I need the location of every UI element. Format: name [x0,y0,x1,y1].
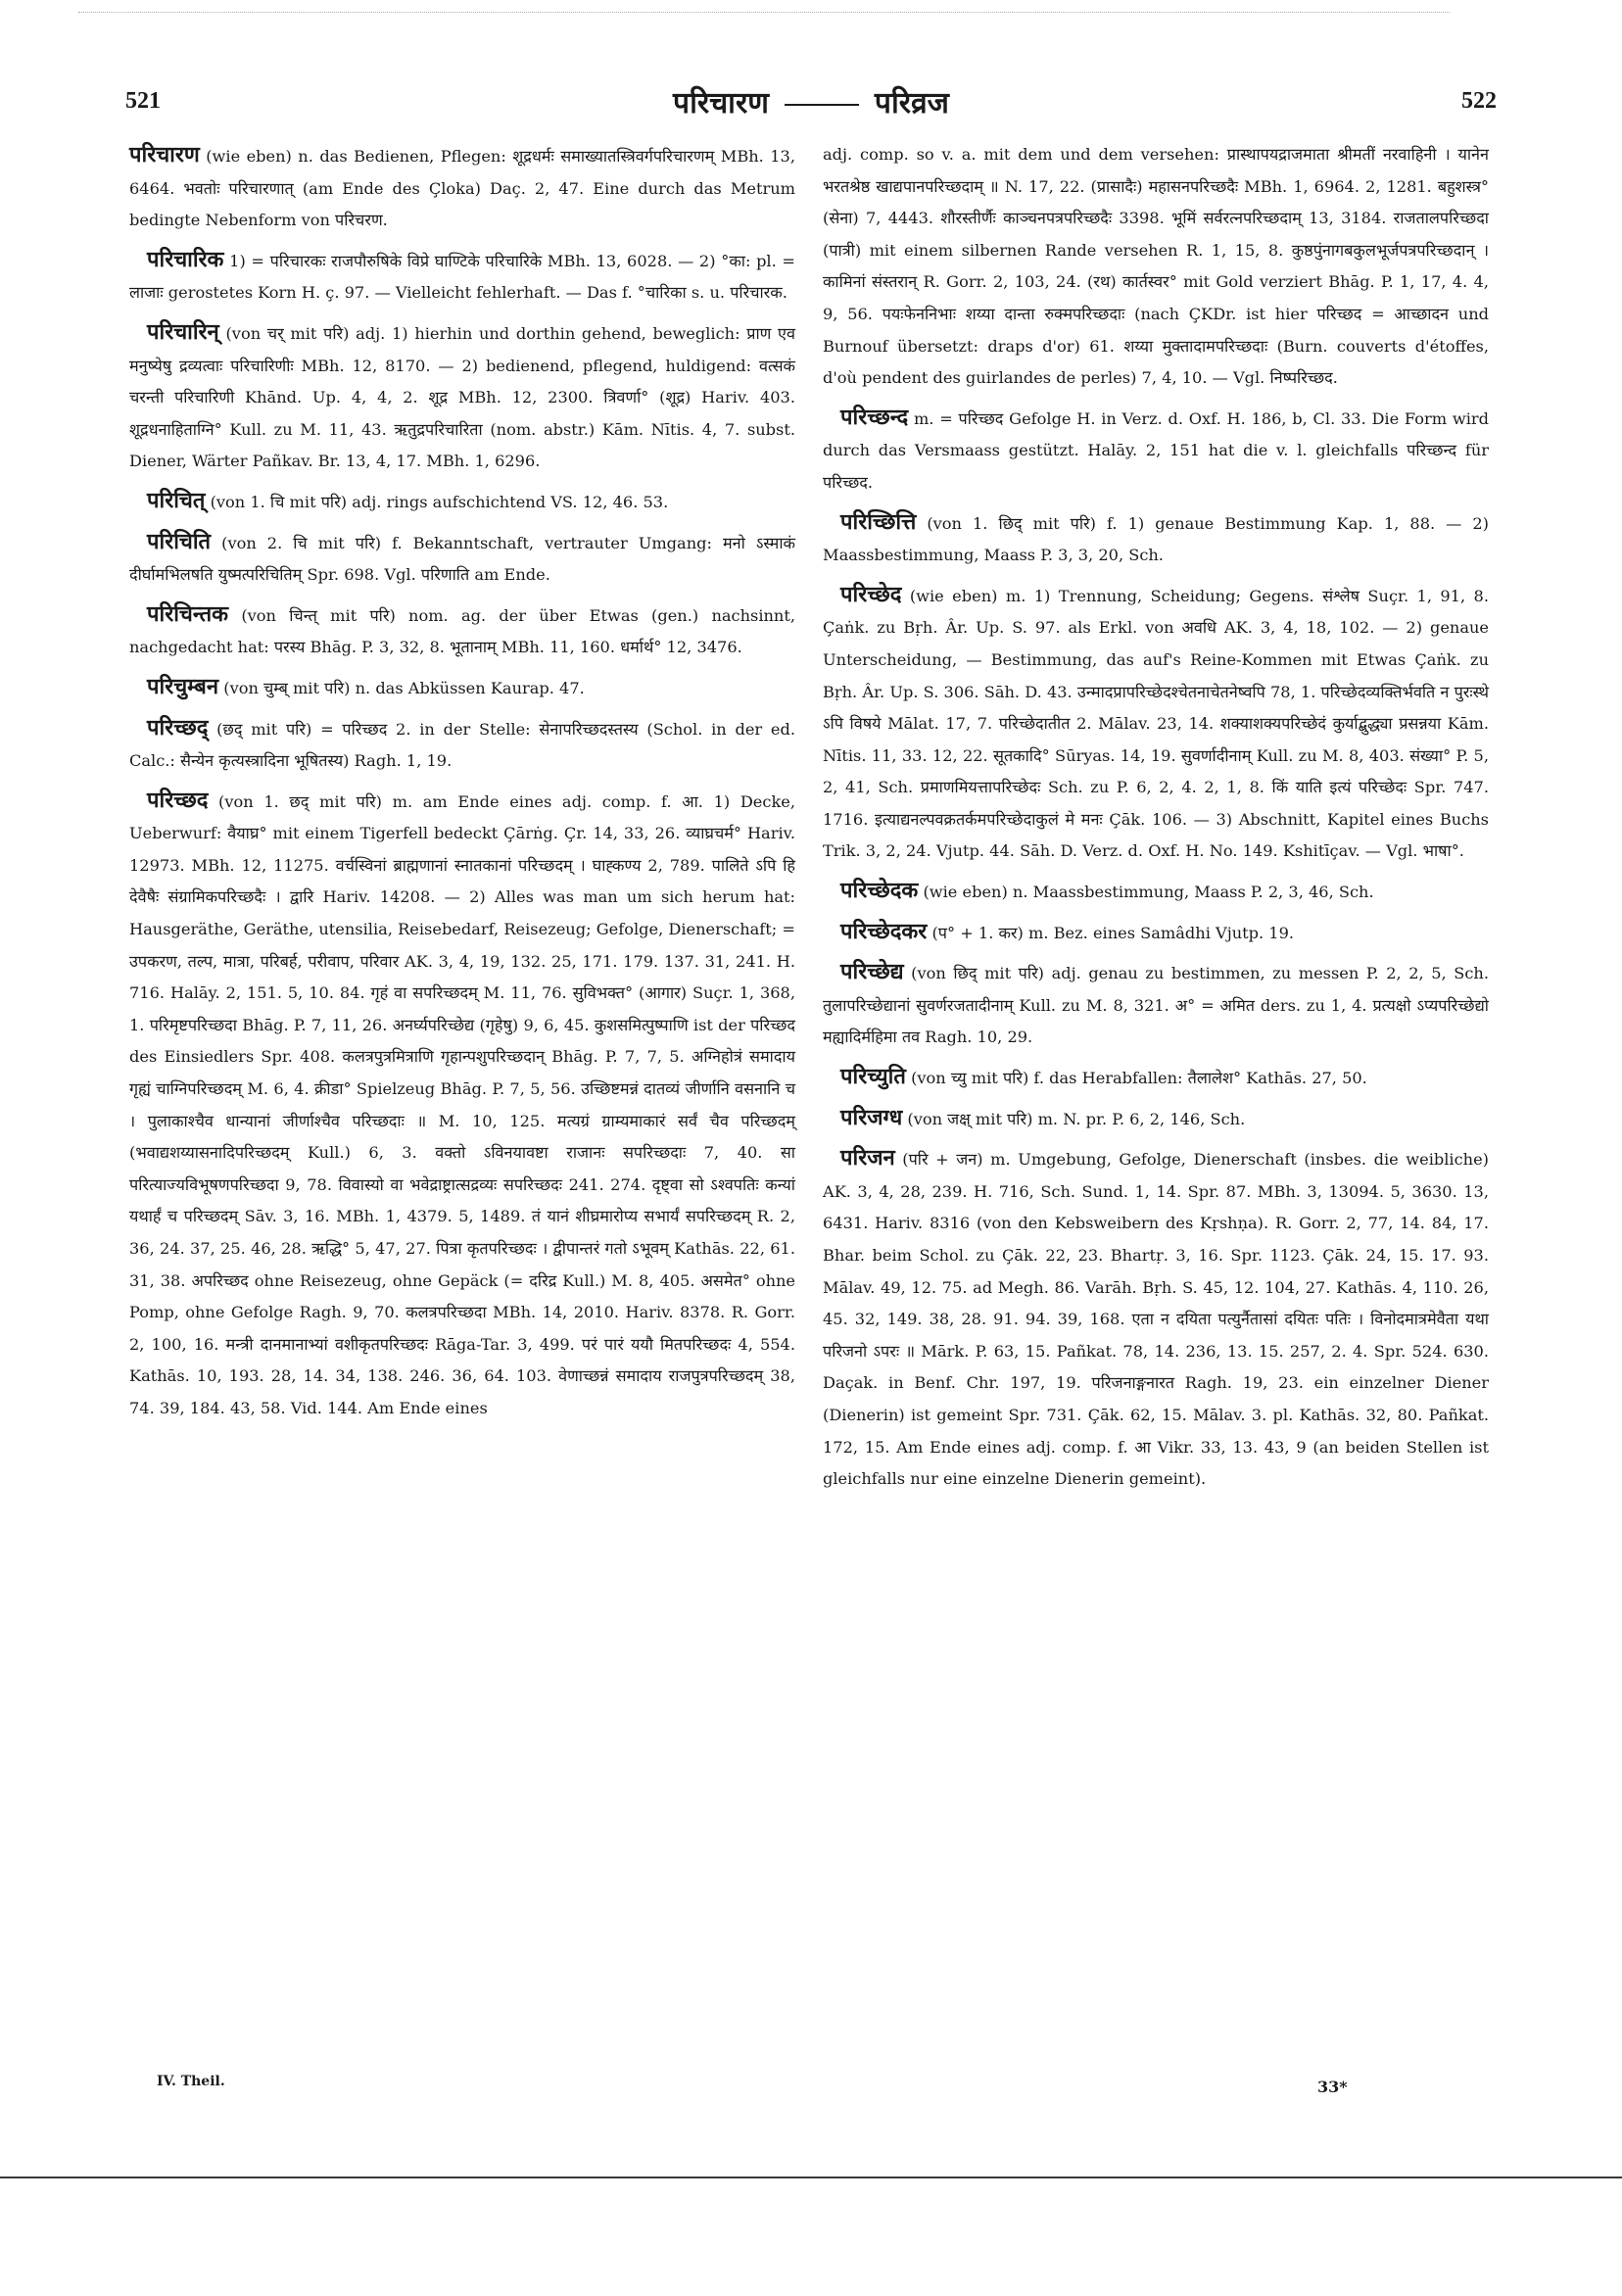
dictionary-entry [823,956,1489,1054]
entry-body: (von 1. छद् mit परि) m. am Ende eines adj. comp. f. आ. 1) Decke, Ueberwurf: वैयाघ्र° mit einem Tigerfell bedeckt Çārṅg. Çr. 14, 33, 26. व्याघ्रचर्म° Hariv. 12973. MBh. 12, 11275. वर्चस्विनां ब्राह्मणानां स्नातकानां परिच्छदम् । घाह्कण्य 2, 789. पालिते ऽपि हि देवैषैः संग्रामिकपरिच्छदैः । द्वारि Hariv. 14208. — 2) Alles was man um sich herum hat: Hausgeräthe, Geräthe, utensilia, Reisebedarf, Reisezeug; Gefolge, Dienerschaft; = उपकरण, तल्प, मात्रा, परिबर्ह, परीवाप, परिवार AK. 3, 4, 19, 132. 25, 171. 179. 137. 31, 241. H. 716. Halāy. 2, 151. 5, 10. 84. गृहं वा सपरिच्छदम् M. 11, 76. सुविभक्त° (आगार) Suçr. 1, 368, 1. परिमृष्टपरिच्छदा Bhāg. P. 7, 11, 26. अनर्घ्यपरिच्छेद्य (गृहेषु) 9, 6, 45. कुशसमित्पुष्पाणि ist der परिच्छद des Einsiedlers Spr. 408. कलत्रपुत्रमित्राणि गृहान्पशुपरिच्छदान् Bhāg. P. 7, 7, 5. अग्निहोत्रं समादाय गृह्यं चाग्निपरिच्छदम् M. 6, 4. क्रीडा° Spielzeug Bhāg. P. 7, 5, 56. उच्छिष्टमन्नं दातव्यं जीर्णानि वसनानि च । पुलाकाश्चैव धान्यानां जीर्णाश्चैव परिच्छदाः ॥ M. 10, 125. मत्यग्रं ग्राम्यमाकारं सर्वं चैव परिच्छदम् (भवाद्यशय्यासनादिपरिच्छदम् Kull.) 6, 3. वक्तो ऽविनयावष्टा राजानः सपरिच्छदाः 7, 40. सा परित्याज्यविभूषणपरिच्छदा 9, 78. विवास्यो वा भवेद्राष्ट्रात्सद्रव्यः सपरिच्छदः 241. 274. दृष्ट्वा सो ऽश्वपतिः कन्यां यथार्हं च परिच्छदम् Sāv. 3, 16. MBh. 1, 4379. 5, 1489. तं यानं शीघ्रमारोप्य सभार्यं सपरिच्छदम् R. 2, 36, 24. 37, 25. 46, 28. ऋद्धि° 5, 47, 27. पित्रा कृतपरिच्छदः । द्वीपान्तरं गतो ऽभूवम् Kathās. 22, 61. 31, 38. अपरिच्छद ohne Reisezeug, ohne Gepäck (= दरिद्र Kull.) M. 8, 405. असमेत° ohne Pomp, ohne Gefolge Ragh. 9, 70. कलत्रपरिच्छदा MBh. 14, 2010. Hariv. 8378. R. Gorr. 2, 100, 16. मन्त्री दानमानाभ्यां वशीकृतपरिच्छदः Rāga-Tar. 3, 499. परं पारं ययौ मितपरिच्छदः 4, 554. Kathās. 10, 193. 28, 14. 34, 138. 246. 36, 64. 103. वेणाच्छन्नं समादाय राजपुत्रपरिच्छदम् 38, 74. 39, 184. 43, 58. Vid. 144. Am Ende eines [129,791,795,1417]
entry-body: (von च्यु mit परि) f. das Herabfallen: तैलालेश° Kathās. 27, 50. [911,1069,1367,1088]
dictionary-entry [823,1142,1489,1496]
entry-headword: परिच्छेद [840,581,902,607]
page-header [125,76,1497,125]
entry-body: (छद् mit परि) = परिच्छद 2. in der Stelle: सेनापरिच्छदस्तस्य (Schol. in der ed. Calc.: सैन्येन कृत्यस्त्रादिना भूषितस्य) Ragh. 1, 19. [129,719,795,771]
entry-headword: परिजन [840,1145,895,1172]
entry-body: adj. comp. so v. a. mit dem und dem versehen: प्रास्थापयद्राजमाता श्रीमतीं नरवाहिनी । यानेन भरतश्रेष्ठ खाद्यपानपरिच्छदाम् ॥ N. 17, 22. (प्रासादैः) महासनपरिच्छदैः MBh. 1, 6964. 2, 1281. बहुशस्त्र° (सेना) 7, 4443. शौरस्तीर्णैः काञ्चनपत्रपरिच्छदैः 3398. भूमिं सर्वरत्नपरिच्छदाम् 13, 3184. राजतालपरिच्छदा (पात्री) mit einem silbernen Rande versehen R. 1, 15, 8. कुष्ठपुंनागबकुलभूर्जपत्रपरिच्छदान् । कामिनां संस्तरान् R. Gorr. 2, 103, 24. (रथ) कार्तस्वर° mit Gold verziert Bhāg. P. 1, 17, 4. 4, 9, 56. पयःफेननिभाः शय्या दान्ता रुक्मपरिच्छदाः (nach ÇKDr. ist hier परिच्छद = आच्छादन und Burnouf übersetzt: draps d'or) 61. शय्या मुक्तादामपरिच्छदाः (Burn. couverts d'étoffes, d'où pendent des guirlandes de perles) 7, 4, 10. — Vgl. निष्परिच्छद. [823,145,1489,388]
entry-headword: परिचारिक [147,246,224,272]
right-column [823,139,1489,1503]
dictionary-entry [823,139,1489,395]
entry-headword: परिचारण [129,142,200,167]
entry-body: (von 1. छिद् mit परि) f. 1) genaue Bestimmung Kap. 1, 88. — 2) Maassbestimmung, Maass P. 3, 3, 20, Sch. [823,513,1489,565]
entry-headword: परिचिति [147,528,212,554]
entry-headword: परिच्छद् [147,714,209,741]
entry-body: (von चर् mit परि) adj. 1) hierhin und dorthin gehend, beweglich: प्राण एव मनुष्येषु द्रव्यत्वाः परिचारिणीः MBh. 12, 8170. — 2) bedienend, pflegend, huldigend: वत्सकं चरन्ती परिचारिणी Khānd. Up. 4, 4, 2. शूद्र MBh. 12, 2300. त्रिवर्णा° (शूद्र) Hariv. 403. शूद्रधनाहिताग्नि° Kull. zu M. 11, 43. ऋतुद्रपरिचारिता (nom. abstr.) Kām. Nītis. 4, 7. subst. Diener, Wärter Pañkav. Br. 13, 4, 17. MBh. 1, 6296. [129,323,795,471]
entry-body: m. = परिच्छद Gefolge H. in Verz. d. Oxf. H. 186, b, Cl. 33. Die Form wird durch das Versmaass gestützt. Halāy. 2, 151 hat die v. l. gleichfalls परिच्छन्द für परिच्छद. [823,408,1489,492]
entry-body: (wie eben) n. Maassbestimmung, Maass P. 2, 3, 46, Sch. [923,883,1374,902]
title-dash [785,104,859,106]
dictionary-entry [129,712,795,778]
entry-body: (von छिद् mit परि) adj. genau zu bestimmen, zu messen P. 2, 2, 5, Sch. तुलापरिच्छेद्यानां सुवर्णरजतादीनाम् Kull. zu M. 8, 321. अ° = अमित ders. zu 1, 4. प्रत्यक्षो ऽप्यपरिच्छेद्यो मह्यादिर्महिमा तव Ragh. 10, 29. [823,964,1489,1047]
signature-mark: IV. Theil. [157,2074,225,2089]
entry-headword: परिच्छेदकर [840,918,928,944]
entry-body: (von 1. चि mit परि) adj. rings aufschichtend VS. 12, 46. 53. [210,492,669,511]
dictionary-entry [823,875,1489,909]
entry-headword: परिच्छेदक [840,878,919,904]
entry-body: (von जक्ष् mit परि) m. N. pr. P. 6, 2, 146, Sch. [907,1109,1246,1128]
dictionary-entry [823,579,1489,868]
dictionary-entry [129,244,795,310]
left-column [129,139,795,1432]
dictionary-entry [129,598,795,664]
bottom-rule [0,2176,1622,2178]
entry-headword: परिचिन्तक [147,600,229,627]
page-number-left: 521 [125,87,161,114]
entry-headword: परिच्छित्ति [840,508,917,535]
dictionary-entry [823,506,1489,572]
entry-body: (wie eben) n. das Bedienen, Pflegen: शूद्रधर्मः समाख्यातस्त्रिवर्गपरिचारणम् MBh. 13, 6464. भवतोः परिचारणात् (am Ende des Çloka) Daç. 2, 47. Eine durch das Metrum bedingte Nebenform von परिचरण. [129,147,795,230]
sheet-number: 33* [1317,2078,1348,2096]
entry-headword: परिच्छन्द [840,404,909,430]
dictionary-entry [823,402,1489,500]
running-title-last-word: परिव्रज [874,85,949,120]
entry-body: (von चुम्ब् mit परि) n. das Abküssen Kaurap. 47. [223,678,585,697]
dictionary-entry [823,1102,1489,1136]
entry-headword: परिजग्ध [840,1104,903,1130]
entry-body: (परि + जन) m. Umgebung, Gefolge, Dienerschaft (insbes. die weibliche) AK. 3, 4, 28, 239. H. 716, Sch. Sund. 1, 14. Spr. 87. MBh. 3, 13094. 5, 3630. 13, 6431. Hariv. 8316 (von den Kebsweibern des Kṛshṇa). R. Gorr. 2, 77, 14. 84, 17. Bhar. beim Schol. zu Çāk. 22, 23. Bhartṛ. 3, 16. Spr. 1123. Çāk. 24, 15. 17. 93. Mālav. 49, 12. 75. ad Megh. 86. Varāh. Bṛh. S. 45, 12. 104, 27. Kathās. 4, 110. 26, 45. 32, 149. 38, 28. 91. 94. 39, 168. एता न दयिता पत्युर्नैतासां दयितः पतिः । विनोदमात्रमेवैता यथा परिजनो ऽपरः ॥ Mārk. P. 63, 15. Pañkat. 78, 14. 236, 13. 15. 257, 2. 4. Spr. 524. 630. Daçak. in Benf. Chr. 197, 19. परिजनाङ्गनारत Ragh. 19, 23. ein einzelner Diener (Dienerin) ist gemeint Spr. 731. Çāk. 62, 15. Mālav. 3. pl. Kathās. 32, 80. Pañkat. 172, 15. Am Ende eines adj. comp. f. आ Vikr. 33, 13. 43, 9 (an beiden Stellen ist gleichfalls nur eine einzelne Dienerin gemeint). [823,1150,1489,1489]
dictionary-entry [823,1061,1489,1095]
entry-body: (प° + 1. कर) m. Bez. eines Samâdhi Vjutp. 19. [931,923,1295,942]
page-number-right: 522 [1461,87,1497,114]
dictionary-entry [129,785,795,1425]
dictionary-entry [129,526,795,592]
entry-headword: परिचारिन् [147,318,219,345]
entry-body: (von चिन्त् mit परि) nom. ag. der über Etwas (gen.) nachsinnt, nachgedacht hat: परस्य Bhāg. P. 3, 32, 8. भूतानाम् MBh. 11, 160. धर्मार्थ° 12, 3476. [129,605,795,657]
entry-headword: परिच्छद [147,787,209,813]
entry-body: (wie eben) m. 1) Trennung, Scheidung; Gegens. संश्लेष Suçr. 1, 91, 8. Çaṅk. zu Bṛh. Âr. Up. S. 97. als Erkl. von अवधि AK. 3, 4, 18, 102. — 2) genaue Unterscheidung, — Bestimmung, das auf's Reine-Kommen mit Etwas Çaṅk. zu Bṛh. Âr. Up. S. 306. Sāh. D. 43. उन्मादप्रापरिच्छेदश्चेतनाचेतनेष्वपि 78, 1. परिच्छेदव्यक्तिर्भवति न पुरःस्थे ऽपि विषये Mālat. 17, 7. परिच्छेदातीत 2. Mālav. 23, 14. शक्याशक्यपरिच्छेदं कुर्याद्बुद्ध्या प्रसन्नया Kām. Nītis. 11, 33. 12, 22. सूतकादि° Sūryas. 14, 19. सुवर्णादीनाम् Kull. zu M. 8, 403. संख्या° P. 5, 2, 41, Sch. प्रमाणमियत्तापरिच्छेदः Sch. zu P. 6, 2, 4. 2, 1, 8. किं याति इत्यं परिच्छेदः Spr. 747. 1716. इत्याद्यनल्पवक्रतर्कमपरिच्छेदाकुलं मे मनः Çāk. 106. — 3) Abschnitt, Kapitel eines Buchs Trik. 3, 2, 24. Vjutp. 44. Sāh. D. Verz. d. Oxf. H. No. 149. Kshitīçav. — Vgl. भाषा°. [823,586,1489,861]
dictionary-entry [129,671,795,705]
entry-headword: परिच्छेद्य [840,959,904,985]
dictionary-entry [129,139,795,237]
entry-headword: परिचित् [147,487,206,513]
dictionary-entry [823,916,1489,950]
running-title [673,81,949,121]
running-title-first-word: परिचारण [673,85,769,120]
entry-headword: परिच्युति [840,1064,906,1090]
dictionary-entry [129,485,795,519]
dictionary-entry [129,316,795,478]
entry-body: (von 2. चि mit परि) f. Bekanntschaft, vertrauter Umgang: मनो ऽस्माकं दीर्घामभिलषति युष्मत्परिचितिम् Spr. 698. Vgl. परिणाति am Ende. [129,533,795,585]
scan-edge-line [78,12,1450,14]
entry-headword: परिचुम्बन [147,673,219,699]
entry-body: 1) = परिचारकः राजपौरुषिके विप्रे घाण्टिके परिचारिके MBh. 13, 6028. — 2) °का: pl. = लाजाः gerostetes Korn H. ç. 97. — Vielleicht fehlerhaft. — Das f. °चारिका s. u. परिचारक. [129,251,795,303]
